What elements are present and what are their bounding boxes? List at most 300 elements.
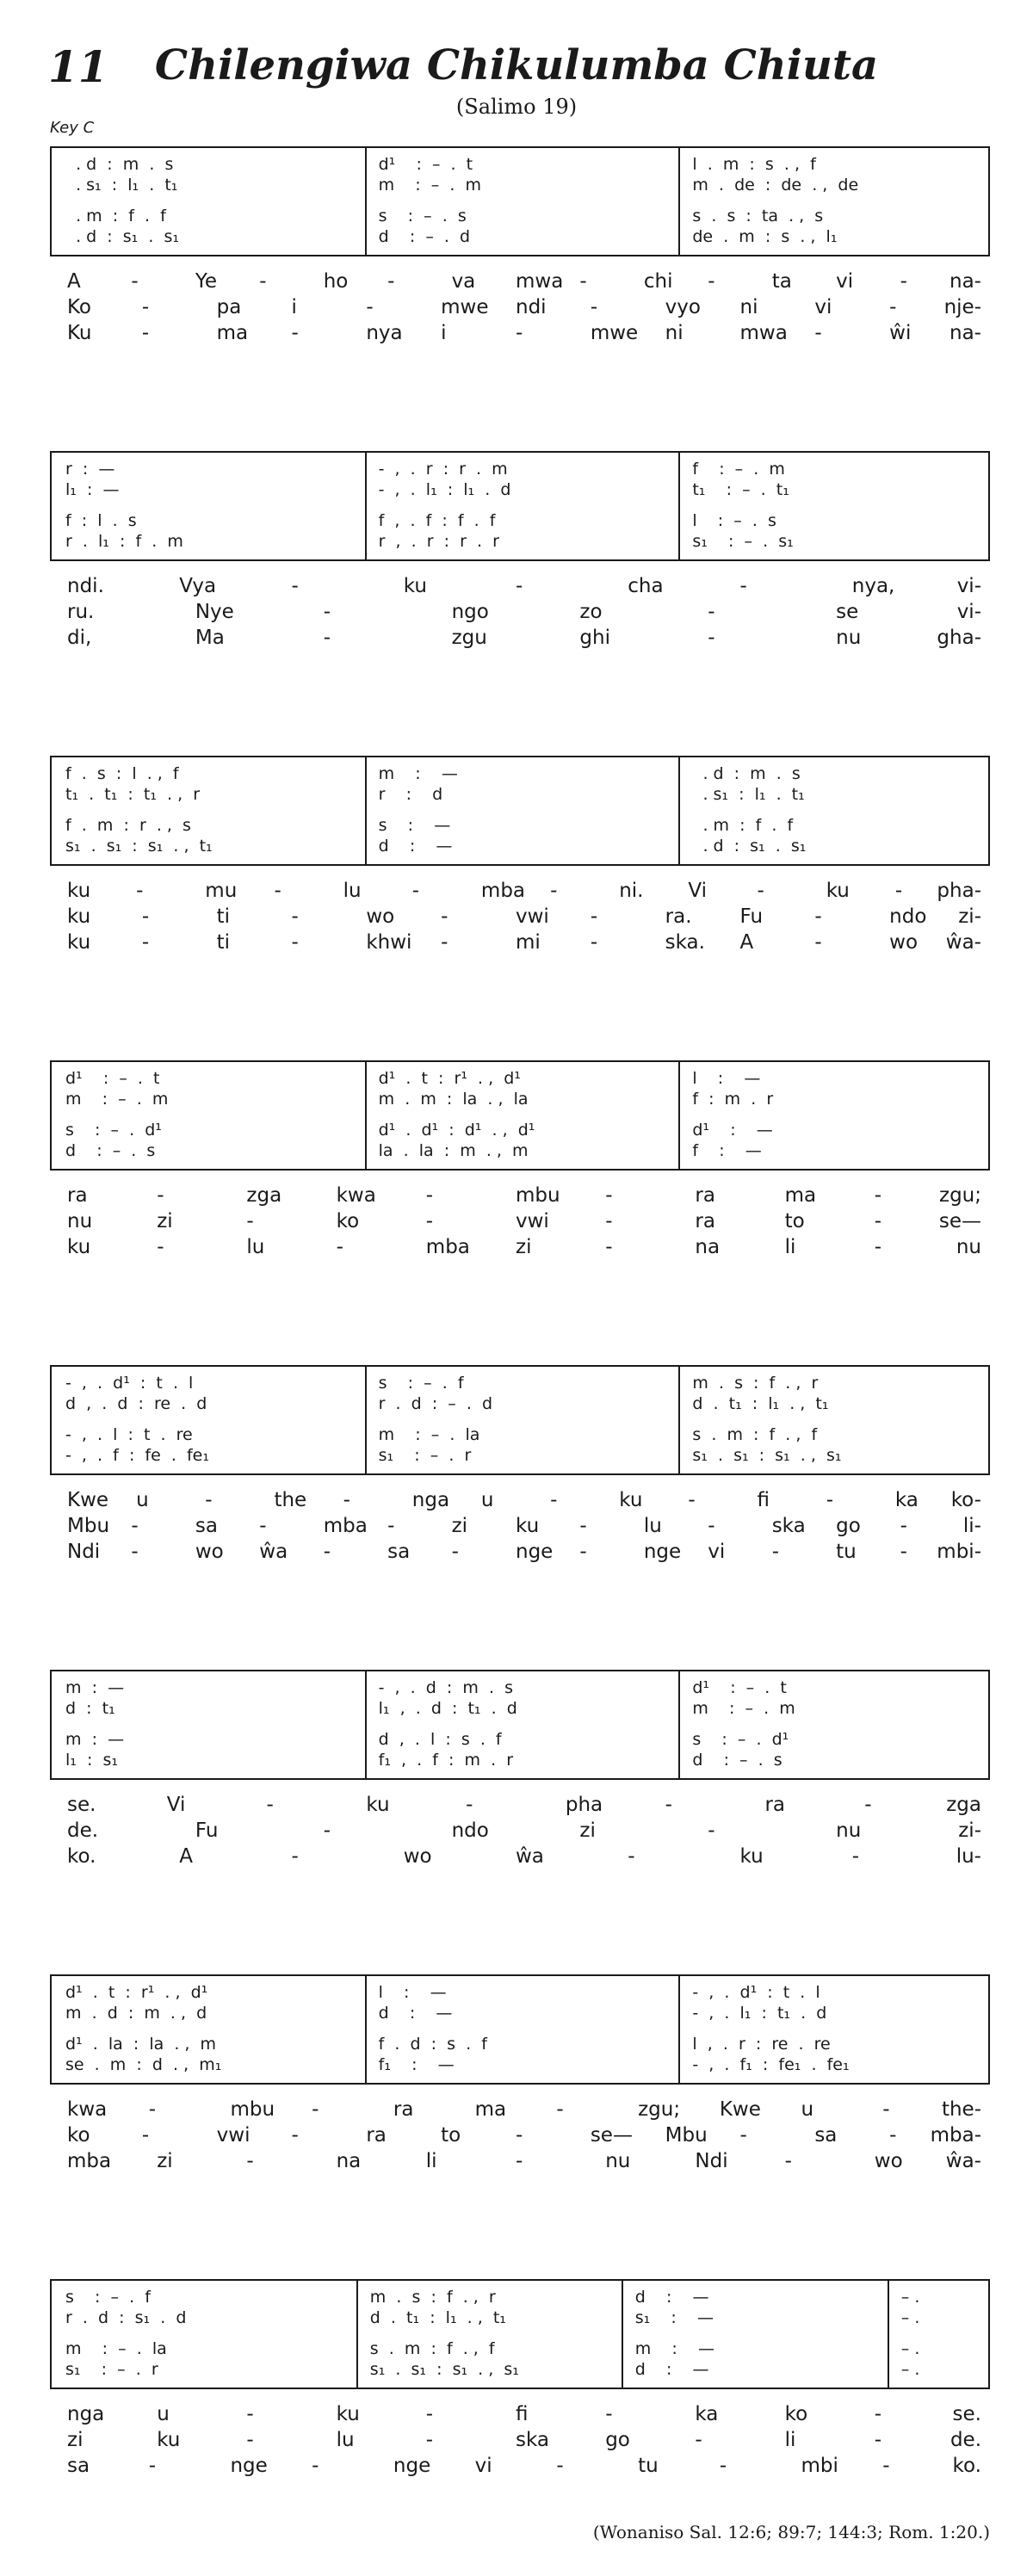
lyric-syllable: nge bbox=[393, 2455, 431, 2477]
lyric-syllable: - bbox=[131, 1541, 139, 1563]
lyric-syllable: mwa bbox=[739, 322, 788, 344]
lyric-syllable: nu bbox=[836, 627, 862, 649]
lyric-syllable: - bbox=[205, 1489, 213, 1511]
measure-notes: l , . r : re . re bbox=[692, 2035, 831, 2054]
lyric-syllable: li bbox=[425, 2150, 437, 2172]
lyric-syllable: zi bbox=[67, 2429, 84, 2451]
lyric-syllable: - bbox=[784, 2150, 792, 2172]
measure-notes: la . la : m . , m bbox=[378, 1141, 529, 1160]
lyric-syllable: ru. bbox=[67, 601, 95, 623]
lyric-syllable: - bbox=[550, 1489, 558, 1511]
measure-notes: m : – . m bbox=[378, 176, 481, 195]
lyric-syllable: Mbu bbox=[67, 1515, 110, 1537]
lyric-syllable: - bbox=[141, 322, 150, 344]
lyric-syllable: - bbox=[291, 905, 299, 928]
voice-line bbox=[52, 2033, 988, 2055]
lyric-syllable: - bbox=[556, 2098, 564, 2121]
lyric-syllable: - bbox=[425, 1210, 434, 1232]
lyric-syllable: se. bbox=[952, 2403, 981, 2425]
lyric-syllable: - bbox=[312, 2098, 319, 2121]
voice-line bbox=[52, 1393, 988, 1415]
lyric-syllable: - bbox=[131, 1515, 139, 1537]
measure-notes: – . bbox=[900, 2360, 920, 2379]
lyric-syllable: se— bbox=[590, 2124, 633, 2147]
lyric-syllable: to bbox=[441, 2124, 461, 2147]
hymn-title: Chilengiwa Chikulumba Chiuta bbox=[154, 41, 879, 90]
measure-notes: - , . l₁ : t₁ . d bbox=[692, 2004, 827, 2023]
measure-notes: m : – . la bbox=[65, 2339, 167, 2358]
lyric-syllable: - bbox=[882, 2455, 890, 2477]
lyric-line bbox=[50, 1792, 990, 1818]
lyric-syllable: wo bbox=[366, 905, 395, 928]
lyric-syllable: de. bbox=[949, 2429, 981, 2451]
lyric-syllable: the bbox=[274, 1489, 307, 1511]
lyric-syllable: zgu; bbox=[939, 1184, 981, 1207]
lyrics-block bbox=[50, 1183, 990, 1265]
solfa-staff bbox=[50, 2279, 990, 2389]
lyric-syllable: u bbox=[801, 2098, 814, 2121]
lyric-syllable: ra bbox=[764, 1794, 785, 1816]
lyric-syllable: ku bbox=[366, 1794, 390, 1816]
measure-notes: . d : s₁ . s₁ bbox=[692, 837, 807, 856]
measure-notes: f : l . s bbox=[65, 511, 137, 530]
lyric-syllable: nya, bbox=[851, 575, 895, 597]
voice-line bbox=[52, 1424, 988, 1446]
music-system bbox=[50, 146, 990, 351]
measure-notes: - , . d¹ : t . l bbox=[65, 1374, 194, 1393]
lyric-syllable: ku bbox=[67, 931, 91, 954]
lyric-line bbox=[50, 2148, 990, 2174]
lyric-line bbox=[50, 269, 990, 294]
lyric-syllable: - bbox=[266, 1794, 274, 1816]
lyric-syllable: mu bbox=[205, 880, 238, 902]
voice-line bbox=[52, 1728, 988, 1751]
lyric-syllable: cha bbox=[628, 575, 664, 597]
lyric-syllable: - bbox=[894, 880, 903, 902]
measure-notes: d : t₁ bbox=[65, 1699, 115, 1718]
lyric-syllable: ska bbox=[516, 2429, 549, 2451]
lyric-syllable: zo bbox=[579, 601, 603, 623]
lyric-syllable: ti bbox=[216, 931, 231, 954]
lyric-syllable: - bbox=[688, 1489, 696, 1511]
measure-notes: f₁ , . f : m . r bbox=[378, 1751, 514, 1770]
lyric-syllable: - bbox=[771, 1541, 780, 1563]
lyric-syllable: - bbox=[323, 1819, 331, 1842]
lyric-syllable: ti bbox=[216, 905, 231, 928]
lyric-syllable: se— bbox=[938, 1210, 981, 1232]
lyric-syllable: - bbox=[739, 575, 747, 597]
lyric-syllable: - bbox=[739, 2124, 747, 2147]
lyric-syllable: - bbox=[590, 905, 598, 928]
solfa-staff bbox=[50, 146, 990, 256]
voice-line bbox=[52, 1749, 988, 1771]
lyric-syllable: zgu; bbox=[638, 2098, 681, 2121]
measure-notes: m . d : m . , d bbox=[65, 2004, 207, 2023]
lyrics-block bbox=[50, 878, 990, 961]
lyric-syllable: - bbox=[708, 270, 715, 293]
voice-line bbox=[52, 205, 988, 227]
music-system bbox=[50, 451, 990, 656]
measure-notes: d : – . d bbox=[378, 227, 471, 246]
lyric-syllable: fi bbox=[757, 1489, 770, 1511]
lyric-syllable: - bbox=[157, 1184, 164, 1207]
measure-notes: f , . f : f . f bbox=[378, 511, 496, 530]
lyric-syllable: go bbox=[836, 1515, 861, 1537]
lyric-syllable: - bbox=[874, 1210, 882, 1232]
lyric-syllable: - bbox=[579, 1541, 587, 1563]
lyric-syllable: sa bbox=[195, 1515, 218, 1537]
measure-notes: d¹ . t : r¹ . , d¹ bbox=[65, 1983, 208, 2002]
lyric-syllable: zgu bbox=[451, 627, 487, 649]
lyric-syllable: - bbox=[441, 905, 448, 928]
lyric-syllable: i bbox=[441, 322, 447, 344]
lyric-syllable: - bbox=[141, 296, 150, 318]
lyric-syllable: na- bbox=[949, 322, 981, 344]
lyric-syllable: - bbox=[900, 1541, 907, 1563]
lyric-syllable: wo bbox=[403, 1845, 432, 1868]
measure-notes: - , . f₁ : fe₁ . fe₁ bbox=[692, 2055, 850, 2074]
solfa-staff bbox=[50, 1974, 990, 2085]
music-system bbox=[50, 1670, 990, 1875]
lyric-syllable: vi bbox=[814, 296, 832, 318]
measure-notes: – . bbox=[900, 2288, 920, 2307]
measure-notes: r , . r : r . r bbox=[378, 532, 499, 551]
measure-notes: f : — bbox=[692, 1141, 762, 1160]
hymn-subtitle: (Salimo 19) bbox=[455, 95, 578, 119]
lyric-syllable: li bbox=[784, 1236, 796, 1258]
lyrics-block bbox=[50, 2401, 990, 2484]
lyric-syllable: Ndi bbox=[695, 2150, 728, 2172]
lyric-syllable: - bbox=[141, 2124, 150, 2147]
voice-line bbox=[52, 1697, 988, 1720]
measure-notes: – . bbox=[900, 2308, 920, 2327]
lyric-syllable: Vya bbox=[179, 575, 217, 597]
lyric-line bbox=[50, 1513, 990, 1539]
measure-notes: - , . d : m . s bbox=[378, 1678, 514, 1697]
lyric-syllable: ni bbox=[739, 296, 758, 318]
lyric-syllable: - bbox=[719, 2455, 727, 2477]
lyric-syllable: - bbox=[466, 1794, 473, 1816]
measure-notes: se . m : d . , m₁ bbox=[65, 2055, 222, 2074]
lyric-syllable: - bbox=[411, 880, 420, 902]
key-signature: Key C bbox=[50, 119, 95, 137]
lyric-syllable: - bbox=[550, 880, 558, 902]
lyric-line bbox=[50, 2453, 990, 2479]
measure-notes: m : — bbox=[65, 1730, 125, 1749]
lyric-syllable: nga bbox=[411, 1489, 450, 1511]
measure-notes: d : — bbox=[634, 2288, 709, 2307]
lyric-syllable: - bbox=[516, 575, 523, 597]
music-system bbox=[50, 756, 990, 961]
lyric-syllable: - bbox=[259, 1515, 267, 1537]
lyric-syllable: zi bbox=[516, 1236, 532, 1258]
lyric-syllable: go bbox=[605, 2429, 630, 2451]
lyric-syllable: mba- bbox=[930, 2124, 981, 2147]
measure-notes: d¹ : — bbox=[692, 1121, 773, 1140]
lyric-syllable: zi- bbox=[958, 1819, 981, 1842]
music-system bbox=[50, 1060, 990, 1265]
lyric-syllable: nge bbox=[230, 2455, 268, 2477]
lyric-syllable: ku bbox=[336, 2403, 360, 2425]
measure-notes: d¹ . t : r¹ . , d¹ bbox=[378, 1069, 521, 1088]
lyric-syllable: ku bbox=[403, 575, 427, 597]
lyric-syllable: ka bbox=[695, 2403, 719, 2425]
lyric-syllable: - bbox=[148, 2455, 157, 2477]
measure-notes: m : — bbox=[634, 2339, 714, 2358]
lyric-syllable: Kwe bbox=[719, 2098, 761, 2121]
lyric-syllable: ko bbox=[336, 1210, 360, 1232]
measure-notes: d , . d : re . d bbox=[65, 1394, 207, 1413]
lyric-syllable: u bbox=[157, 2403, 170, 2425]
lyric-syllable: - bbox=[874, 2403, 882, 2425]
lyric-syllable: - bbox=[579, 270, 587, 293]
solfa-staff bbox=[50, 1365, 990, 1475]
measure-notes: s : – . d¹ bbox=[692, 1730, 789, 1749]
measure-notes: l₁ , . d : t₁ . d bbox=[378, 1699, 517, 1718]
measure-notes: s . m : f . , f bbox=[369, 2339, 495, 2358]
lyric-syllable: tu bbox=[638, 2455, 659, 2477]
lyric-syllable: Ma bbox=[195, 627, 225, 649]
lyric-syllable: mwe bbox=[441, 296, 489, 318]
measure-notes: s : – . s bbox=[378, 207, 467, 225]
measure-notes: . s₁ : l₁ . t₁ bbox=[692, 785, 805, 804]
lyric-syllable: - bbox=[425, 1184, 434, 1207]
lyric-syllable: chi bbox=[643, 270, 673, 293]
lyric-syllable: - bbox=[148, 2098, 157, 2121]
measure-notes: l₁ : s₁ bbox=[65, 1751, 118, 1770]
measure-notes: s : – . f bbox=[378, 1374, 464, 1393]
lyric-syllable: ŵa bbox=[259, 1541, 288, 1563]
lyric-syllable: - bbox=[246, 1210, 254, 1232]
voice-line bbox=[52, 2054, 988, 2076]
lyric-syllable: mi bbox=[516, 931, 541, 954]
lyric-syllable: khwi bbox=[366, 931, 412, 954]
lyric-syllable: ko. bbox=[952, 2455, 981, 2477]
lyric-line bbox=[50, 1844, 990, 1869]
lyric-syllable: na bbox=[336, 2150, 362, 2172]
lyric-syllable: ma bbox=[474, 2098, 507, 2121]
measure-notes: de . m : s . , l₁ bbox=[692, 227, 838, 246]
lyrics-block bbox=[50, 573, 990, 656]
lyric-line bbox=[50, 1487, 990, 1513]
lyric-syllable: zi bbox=[579, 1819, 596, 1842]
lyric-line bbox=[50, 2401, 990, 2427]
lyric-syllable: se bbox=[836, 601, 859, 623]
lyric-syllable: mbi bbox=[801, 2455, 838, 2477]
measure-notes: . m : f . f bbox=[65, 207, 166, 225]
lyric-syllable: zga bbox=[246, 1184, 282, 1207]
lyric-syllable: mba bbox=[323, 1515, 368, 1537]
measure-notes: m : — bbox=[65, 1678, 125, 1697]
lyric-syllable: vwi bbox=[516, 905, 549, 928]
lyric-syllable: A bbox=[739, 931, 754, 954]
lyric-syllable: mba bbox=[480, 880, 526, 902]
lyric-syllable: sa bbox=[814, 2124, 838, 2147]
measure-notes: r . d : s₁ . d bbox=[65, 2308, 187, 2327]
measure-notes: s₁ : — bbox=[634, 2308, 714, 2327]
lyric-syllable: - bbox=[851, 1845, 860, 1868]
lyric-syllable: - bbox=[323, 1541, 331, 1563]
lyric-syllable: - bbox=[246, 2403, 254, 2425]
measure-notes: - , . l₁ : l₁ . d bbox=[378, 480, 511, 499]
voice-line bbox=[52, 174, 988, 196]
lyric-line bbox=[50, 599, 990, 625]
measure-notes: f . d : s . f bbox=[378, 2035, 487, 2054]
lyric-syllable: pha bbox=[565, 1794, 603, 1816]
lyric-syllable: ku bbox=[157, 2429, 181, 2451]
measure-notes: m . s : f . , r bbox=[369, 2288, 496, 2307]
lyric-syllable: - bbox=[323, 601, 331, 623]
lyric-syllable: mwa bbox=[516, 270, 564, 293]
lyric-syllable: - bbox=[814, 905, 822, 928]
lyric-syllable: ku bbox=[67, 1236, 91, 1258]
solfa-staff bbox=[50, 451, 990, 561]
measure-notes: s . m : f . , f bbox=[692, 1425, 818, 1444]
lyric-syllable: - bbox=[708, 627, 715, 649]
lyric-syllable: ma bbox=[216, 322, 249, 344]
lyric-syllable: - bbox=[246, 2429, 254, 2451]
lyric-syllable: ghi bbox=[579, 627, 610, 649]
lyric-syllable: ka bbox=[894, 1489, 919, 1511]
lyric-syllable: mba bbox=[425, 1236, 470, 1258]
lyric-syllable: Kwe bbox=[67, 1489, 109, 1511]
solfa-staff bbox=[50, 1670, 990, 1780]
lyric-syllable: ŵa- bbox=[945, 931, 981, 954]
lyric-syllable: - bbox=[157, 1236, 164, 1258]
lyric-syllable: - bbox=[441, 931, 448, 954]
measure-notes: . d : s₁ . s₁ bbox=[65, 227, 180, 246]
lyric-syllable: - bbox=[425, 2429, 434, 2451]
lyric-line bbox=[50, 878, 990, 904]
voice-line bbox=[52, 2358, 988, 2381]
lyric-line bbox=[50, 930, 990, 955]
lyric-syllable: va bbox=[451, 270, 476, 293]
lyric-syllable: - bbox=[882, 2098, 890, 2121]
lyric-syllable: gha- bbox=[937, 627, 981, 649]
lyric-syllable: ngo bbox=[451, 601, 489, 623]
lyric-line bbox=[50, 1234, 990, 1260]
measure-notes: s : — bbox=[378, 816, 451, 835]
voice-line bbox=[52, 225, 988, 248]
music-system bbox=[50, 2279, 990, 2484]
lyric-syllable: ŵa bbox=[516, 1845, 544, 1868]
lyric-syllable: vi- bbox=[956, 601, 981, 623]
lyric-syllable: vi bbox=[474, 2455, 492, 2477]
lyric-syllable: - bbox=[259, 270, 267, 293]
lyric-syllable: nga bbox=[67, 2403, 105, 2425]
lyric-syllable: mbu bbox=[230, 2098, 275, 2121]
voice-line bbox=[52, 1444, 988, 1467]
lyric-syllable: - bbox=[451, 1541, 459, 1563]
measure-notes: s : – . f bbox=[65, 2288, 151, 2307]
lyric-syllable: di, bbox=[67, 627, 92, 649]
lyric-syllable: ni. bbox=[619, 880, 644, 902]
voice-line bbox=[52, 763, 988, 785]
lyric-syllable: lu bbox=[336, 2429, 355, 2451]
lyric-syllable: de. bbox=[67, 1819, 99, 1842]
lyric-syllable: the- bbox=[941, 2098, 981, 2121]
lyric-syllable: A bbox=[67, 270, 81, 293]
voice-line bbox=[52, 510, 988, 532]
lyric-syllable: A bbox=[179, 1845, 193, 1868]
lyric-syllable: nu bbox=[836, 1819, 862, 1842]
lyric-syllable: ho bbox=[323, 270, 349, 293]
lyric-syllable: vwi bbox=[516, 1210, 549, 1232]
lyric-syllable: - bbox=[336, 1236, 343, 1258]
measure-notes: - , . d¹ : t . l bbox=[692, 1983, 820, 2002]
measure-notes: s : – . d¹ bbox=[65, 1121, 162, 1140]
lyric-syllable: - bbox=[665, 1794, 672, 1816]
voice-line bbox=[52, 2002, 988, 2024]
lyric-syllable: mbi- bbox=[937, 1541, 981, 1563]
music-system bbox=[50, 1974, 990, 2179]
measure-notes: d¹ : – . t bbox=[692, 1678, 787, 1697]
lyric-syllable: - bbox=[889, 2124, 897, 2147]
lyric-syllable: ko bbox=[67, 2124, 90, 2147]
lyric-syllable: ska bbox=[771, 1515, 806, 1537]
lyric-syllable: ra bbox=[67, 1184, 88, 1207]
lyric-syllable: nge bbox=[516, 1541, 554, 1563]
lyric-syllable: ndo bbox=[889, 905, 927, 928]
measure-notes: d¹ . la : la . , m bbox=[65, 2035, 217, 2054]
measure-notes: m . s : f . , r bbox=[692, 1374, 819, 1393]
measure-notes: l : – . s bbox=[692, 511, 776, 530]
lyric-syllable: Nye bbox=[195, 601, 234, 623]
lyric-line bbox=[50, 294, 990, 320]
measure-notes: f . m : r . , s bbox=[65, 816, 191, 835]
lyric-syllable: lu bbox=[246, 1236, 265, 1258]
lyric-syllable: ku bbox=[516, 1515, 540, 1537]
lyric-syllable: sa bbox=[67, 2455, 90, 2477]
voice-line bbox=[52, 1372, 988, 1394]
measure-notes: d : – . s bbox=[65, 1141, 156, 1160]
lyric-syllable: mwe bbox=[590, 322, 639, 344]
lyric-syllable: ŵi bbox=[889, 322, 912, 344]
lyric-syllable: - bbox=[323, 627, 331, 649]
lyric-syllable: lu bbox=[643, 1515, 662, 1537]
lyric-syllable: fi bbox=[516, 2403, 529, 2425]
lyric-syllable: ku bbox=[826, 880, 850, 902]
measure-notes: r : d bbox=[378, 785, 443, 804]
lyric-line bbox=[50, 1208, 990, 1234]
measure-notes: s . s : ta . , s bbox=[692, 207, 824, 225]
lyric-syllable: - bbox=[900, 270, 907, 293]
lyric-syllable: - bbox=[516, 2124, 523, 2147]
voice-line bbox=[52, 1119, 988, 1141]
voice-line bbox=[52, 1981, 988, 2004]
lyric-syllable: se. bbox=[67, 1794, 96, 1816]
lyric-syllable: ndi. bbox=[67, 575, 104, 597]
measure-notes: m : – . la bbox=[378, 1425, 480, 1444]
measure-notes: d . t₁ : l₁ . , t₁ bbox=[369, 2308, 506, 2327]
lyric-syllable: - bbox=[864, 1794, 872, 1816]
voice-line bbox=[52, 458, 988, 480]
lyric-syllable: ni bbox=[665, 322, 684, 344]
lyrics-block bbox=[50, 269, 990, 351]
lyric-syllable: mba bbox=[67, 2150, 112, 2172]
lyric-syllable: Ku bbox=[67, 322, 92, 344]
lyric-syllable: - bbox=[814, 322, 822, 344]
lyric-syllable: Vi bbox=[688, 880, 707, 902]
lyric-syllable: mbu bbox=[516, 1184, 560, 1207]
lyric-syllable: - bbox=[274, 880, 281, 902]
measure-notes: . d : m . s bbox=[692, 764, 801, 783]
voice-line bbox=[52, 783, 988, 806]
lyric-syllable: - bbox=[291, 1845, 299, 1868]
lyric-syllable: ndi bbox=[516, 296, 547, 318]
lyric-syllable: pha- bbox=[937, 880, 981, 902]
lyric-syllable: ra. bbox=[665, 905, 692, 928]
